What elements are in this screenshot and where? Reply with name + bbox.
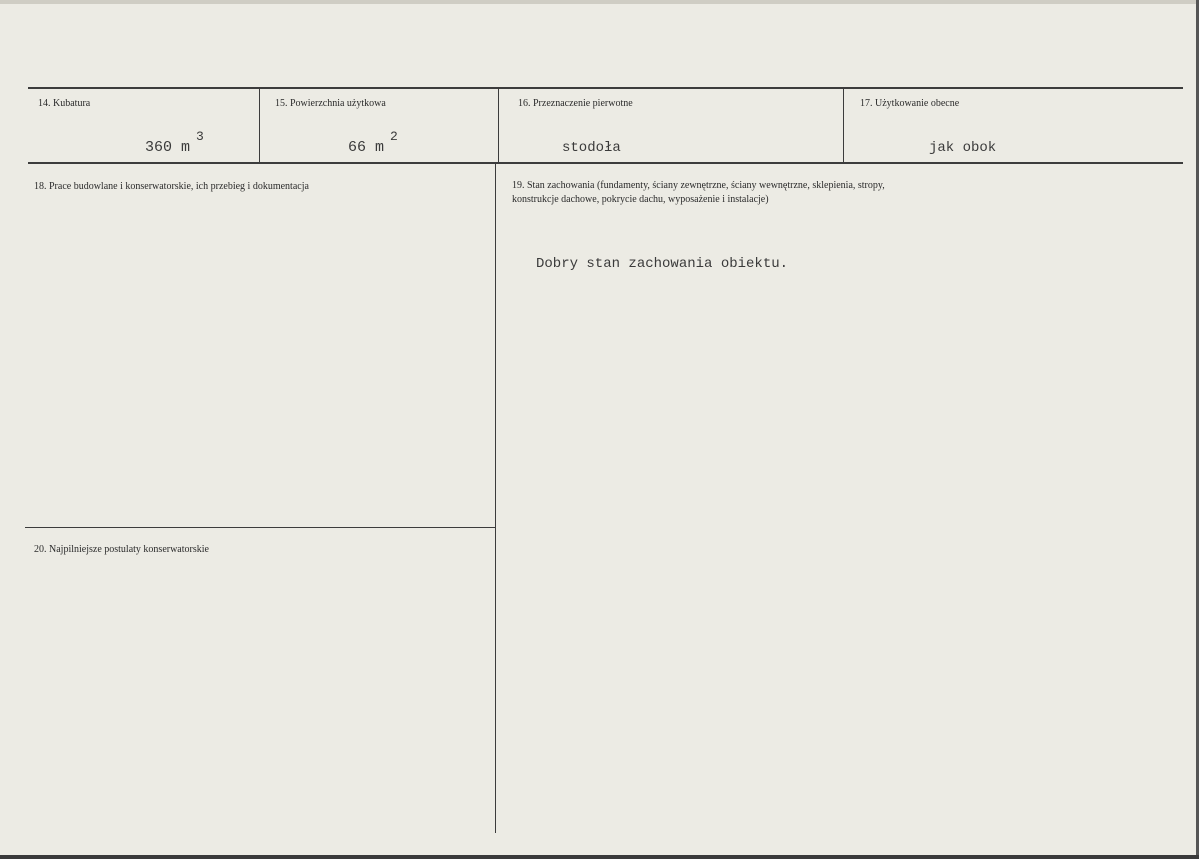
field-15-unit-exponent: 2 bbox=[390, 129, 398, 144]
top-rule bbox=[28, 87, 1183, 89]
field-15-value: 66 m bbox=[348, 139, 385, 156]
field-19-label-line1: 19. Stan zachowania (fundamenty, ściany zewnętrzne, ściany wewnętrzne, sklepienia, stropy, bbox=[512, 180, 885, 191]
field-17-label: 17. Użytkowanie obecne bbox=[860, 98, 960, 109]
field-14-unit-exponent: 3 bbox=[196, 129, 204, 144]
divider-16-17 bbox=[843, 88, 844, 163]
field-19-value: Dobry stan zachowania obiektu. bbox=[536, 256, 789, 272]
field-17-value: jak obok bbox=[929, 140, 997, 156]
field-18-label: 18. Prace budowlane i konserwatorskie, ich przebieg i dokumentacja bbox=[34, 181, 309, 192]
field-15-label: 15. Powierzchnia użytkowa bbox=[275, 98, 386, 109]
row1-bottom-rule bbox=[28, 162, 1183, 164]
field-14-label: 14. Kubatura bbox=[38, 98, 91, 109]
field-19-label-line2: konstrukcje dachowe, pokrycie dachu, wyposażenie i instalacje) bbox=[512, 194, 769, 205]
field-16-value: stodoła bbox=[562, 140, 621, 156]
divider-14-15 bbox=[259, 88, 260, 163]
divider-18-20 bbox=[25, 527, 496, 528]
divider-15-16 bbox=[498, 88, 499, 163]
field-16-label: 16. Przeznaczenie pierwotne bbox=[518, 98, 633, 109]
field-14-value: 360 m bbox=[145, 139, 191, 156]
divider-lower-columns bbox=[495, 163, 496, 833]
card-bottom-edge bbox=[0, 855, 1199, 859]
card-top-edge bbox=[0, 0, 1199, 4]
field-20-label: 20. Najpilniejsze postulaty konserwatorskie bbox=[34, 544, 209, 555]
